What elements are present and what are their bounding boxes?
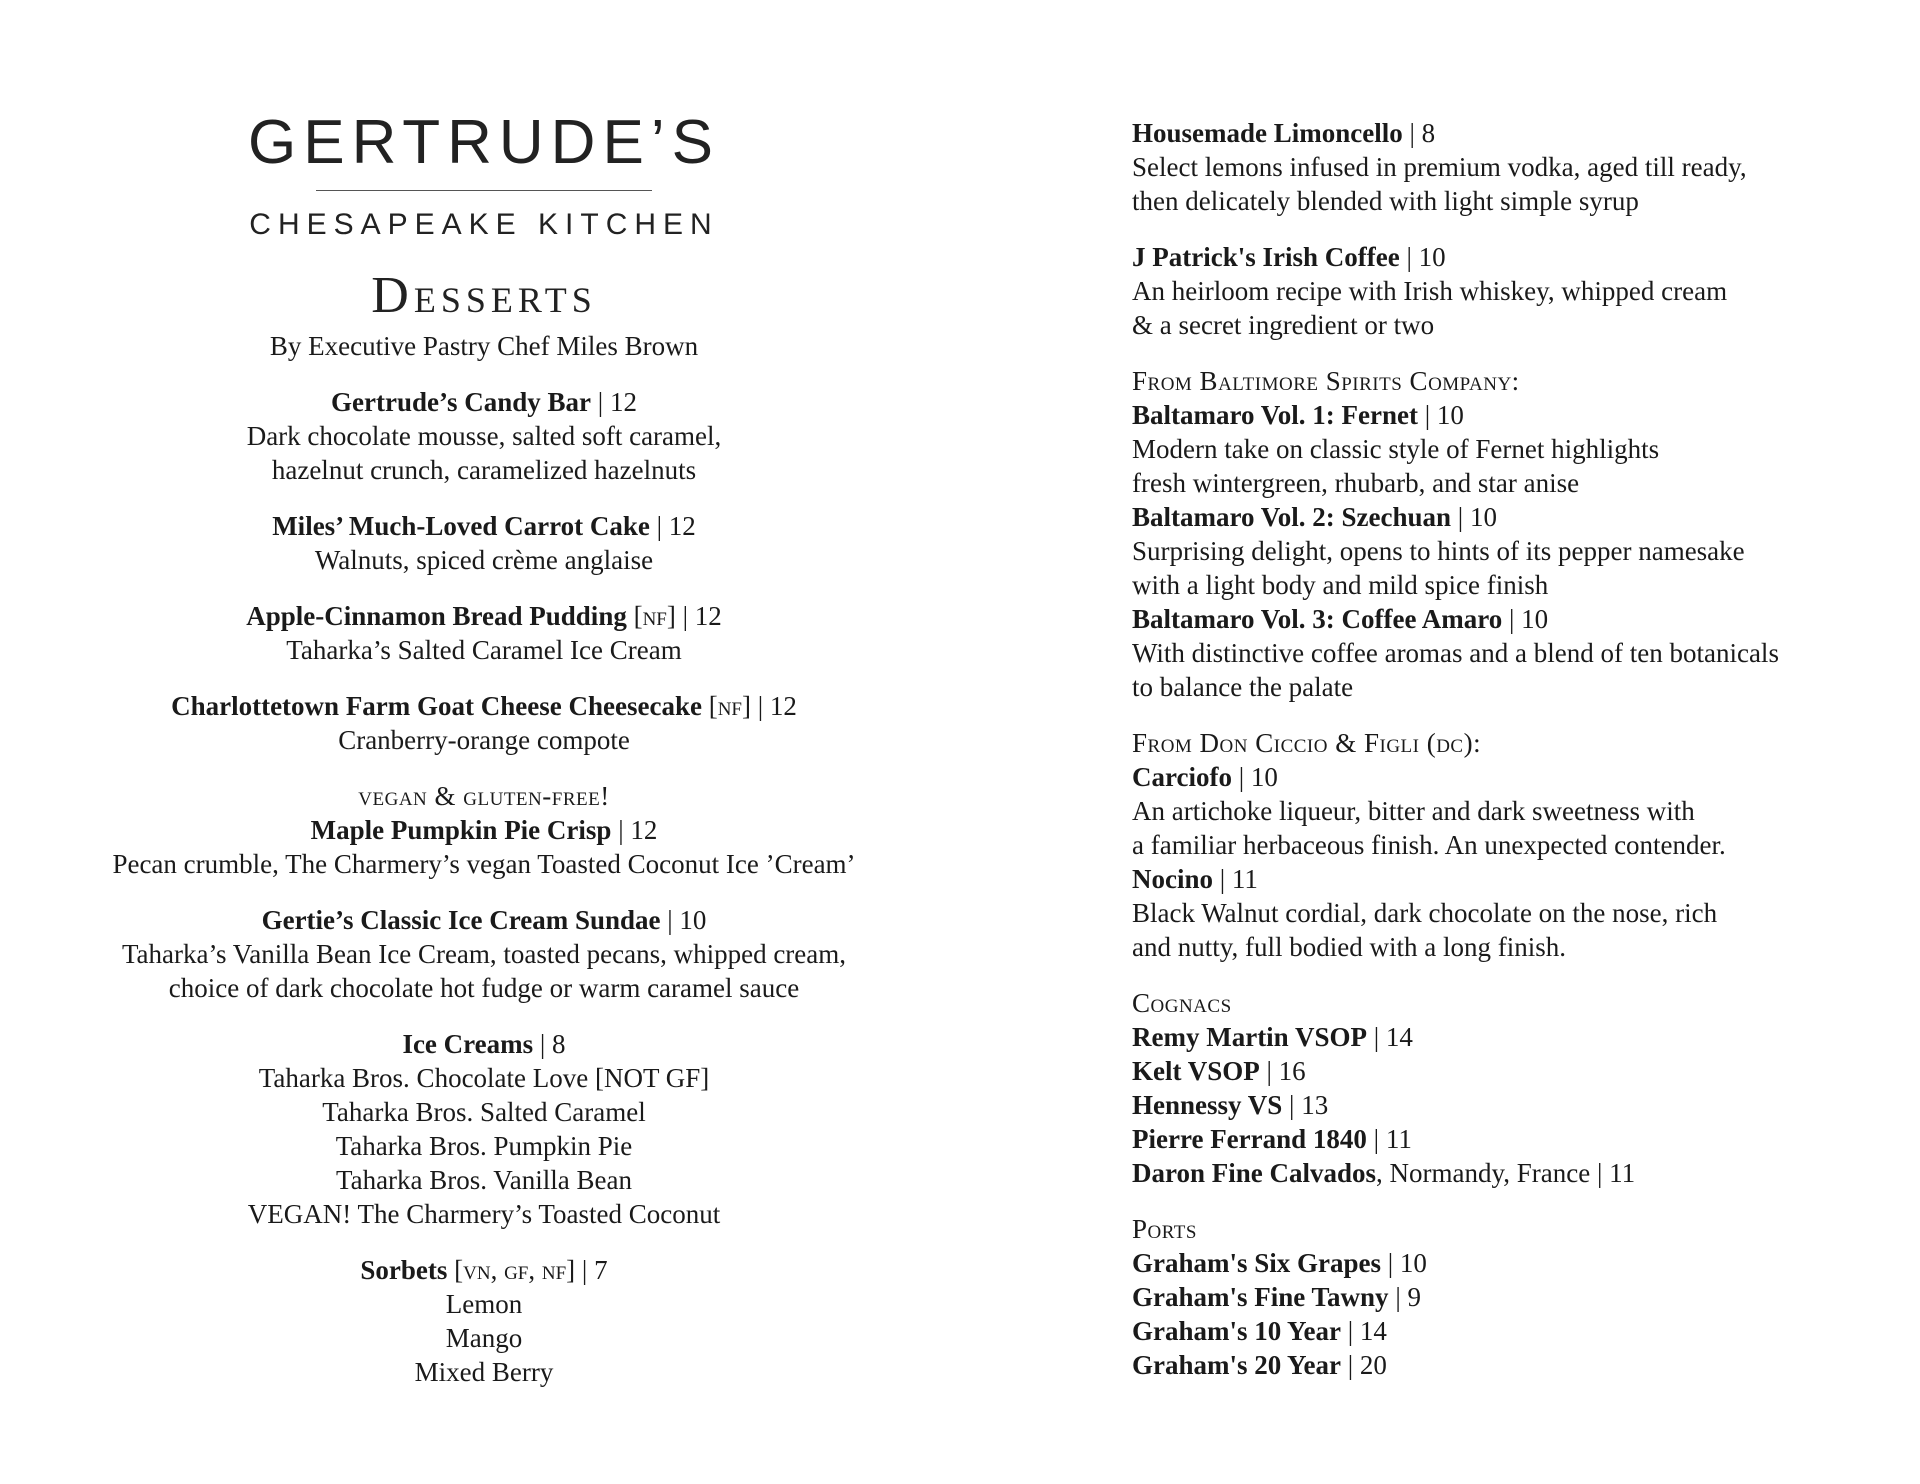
dessert-price: 8 [552,1029,566,1059]
dessert-description: choice of dark chocolate hot fudge or warm caramel sauce [168,973,800,1003]
dessert-heading [60,385,908,419]
drink-line: Remy Martin VSOP | 14 [1132,1022,1413,1052]
drink-price: 11 [1231,864,1258,894]
drink-price: 11 [1609,1158,1636,1188]
drink-heading: Nocino | 11 [1132,864,1258,894]
dessert-description: Mixed Berry [414,1357,554,1387]
drink-description: Black Walnut cordial, dark chocolate on the nose, rich [1132,898,1718,928]
price-separator: | [667,905,673,935]
drink-line: Graham's 20 Year | 20 [1132,1350,1387,1380]
drink-name: Baltamaro Vol. 1: Fernet [1132,400,1418,430]
section-heading: Cognacs [1132,988,1232,1018]
dessert-description: Taharka Bros. Pumpkin Pie [335,1131,633,1161]
drink-description: With distinctive coffee aromas and a blend of ten botanicals [1132,638,1779,668]
dessert-description: Taharka Bros. Vanilla Bean [335,1165,633,1195]
section-heading: Ports [1132,1214,1197,1244]
drink-line: Hennessy VS | 13 [1132,1090,1329,1120]
drink-price: 8 [1421,118,1436,148]
drink-line: Graham's Fine Tawny | 9 [1132,1282,1421,1312]
drink-name: Housemade Limoncello [1132,118,1403,148]
drink-price: 20 [1359,1350,1387,1380]
drink-name: J Patrick's Irish Coffee [1132,242,1400,272]
drink-name: Hennessy VS [1132,1090,1283,1120]
drink-price: 14 [1385,1022,1413,1052]
drink-line: Daron Fine Calvados, Normandy, France | 11 [1132,1158,1636,1188]
drink-line: Kelt VSOP | 16 [1132,1056,1306,1086]
dietary-tag: [vn, gf, nf] [454,1255,576,1285]
cognacs-section [1132,986,1872,1190]
drink-heading: Baltamaro Vol. 1: Fernet | 10 [1132,400,1464,430]
dessert-item [60,1027,908,1231]
dessert-heading [60,509,908,543]
price-separator: | [682,601,689,631]
dessert-description: Mango [445,1323,523,1353]
dessert-name: Maple Pumpkin Pie Crisp [310,815,612,845]
price-separator: | [656,511,663,541]
brand-subtitle: CHESAPEAKE KITCHEN [249,208,719,241]
drink-price: 10 [1250,762,1278,792]
dessert-heading [60,1027,908,1061]
price-separator: | [618,815,624,845]
price-separator: | [539,1029,546,1059]
drink-description: then delicately blended with light simple syrup [1132,186,1639,216]
drink-name: Graham's Six Grapes [1132,1248,1382,1278]
drink-name: Graham's 20 Year [1132,1350,1341,1380]
dessert-name: Ice Creams [402,1029,534,1059]
drink-name: Carciofo [1132,762,1232,792]
dessert-description: Walnuts, spiced crème anglaise [314,545,654,575]
baltimore-spirits-section [1132,364,1872,704]
dessert-description: Taharka Bros. Chocolate Love [NOT GF] [258,1063,710,1093]
drink-description: & a secret ingredient or two [1132,310,1435,340]
drink-price: 16 [1278,1056,1306,1086]
ports-section [1132,1212,1872,1382]
dessert-price: 12 [769,691,797,721]
dietary-note: vegan & gluten-free! [358,781,610,811]
drink-heading: J Patrick's Irish Coffee | 10 [1132,242,1446,272]
dessert-description: Dark chocolate mousse, salted soft caramel, [246,421,722,451]
drink-name: Remy Martin VSOP [1132,1022,1367,1052]
dessert-item [60,385,908,487]
drink-line: Graham's Six Grapes | 10 [1132,1248,1427,1278]
drink-description: with a light body and mild spice finish [1132,570,1549,600]
drinks-column [1132,116,1872,1404]
drink-price: 9 [1407,1282,1421,1312]
don-ciccio-section [1132,726,1872,964]
drink-price: 10 [1399,1248,1427,1278]
drink-heading: Housemade Limoncello | 8 [1132,118,1436,148]
dietary-tag: [nf] [708,691,751,721]
dessert-name: Miles’ Much-Loved Carrot Cake [272,511,650,541]
dessert-heading [60,1253,908,1287]
drink-origin: , Normandy, France [1376,1158,1591,1188]
dessert-description: Cranberry-orange compote [338,725,630,755]
dessert-description: Taharka Bros. Salted Caramel [322,1097,646,1127]
brand-divider [316,190,652,191]
drink-heading: Baltamaro Vol. 3: Coffee Amaro | 10 [1132,604,1549,634]
dessert-description: Lemon [445,1289,523,1319]
dessert-item [60,779,908,881]
dessert-price: 12 [609,387,637,417]
dessert-heading [60,903,908,937]
drink-heading: Baltamaro Vol. 2: Szechuan | 10 [1132,502,1497,532]
dessert-heading [60,689,908,723]
drink-name: Daron Fine Calvados [1132,1158,1377,1188]
drink-name: Kelt VSOP [1132,1056,1260,1086]
drink-price: 13 [1301,1090,1329,1120]
dessert-price: 12 [668,511,696,541]
section-heading: From Baltimore Spirits Company: [1132,366,1520,396]
dessert-name: Sorbets [360,1255,448,1285]
dessert-description: Taharka’s Vanilla Bean Ice Cream, toasted pecans, whipped cream, [121,939,847,969]
dessert-price: 7 [594,1255,608,1285]
dessert-description: VEGAN! The Charmery’s Toasted Coconut [247,1199,721,1229]
menu-byline: By Executive Pastry Chef Miles Brown [269,331,699,361]
drink-price: 10 [1521,604,1549,634]
menu-title: Desserts [371,267,597,324]
dessert-item [60,599,908,667]
drink-description: Modern take on classic style of Fernet highlights [1132,434,1660,464]
dessert-name: Gertrude’s Candy Bar [331,387,592,417]
dessert-description: hazelnut crunch, caramelized hazelnuts [271,455,697,485]
dessert-heading [60,813,908,847]
drink-line: Pierre Ferrand 1840 | 11 [1132,1124,1412,1154]
drink-description: and nutty, full bodied with a long finish. [1132,932,1566,962]
dietary-tag: [nf] [633,601,676,631]
drink-price: 10 [1436,400,1464,430]
dessert-description: Taharka’s Salted Caramel Ice Cream [286,635,682,665]
drink-description: fresh wintergreen, rhubarb, and star anise [1132,468,1580,498]
price-separator: | [597,387,604,417]
dessert-item [60,903,908,1005]
brand-name: GERTRUDE’S [248,108,720,177]
drink-name: Pierre Ferrand 1840 [1132,1124,1367,1154]
drink-description: Surprising delight, opens to hints of its pepper namesake [1132,536,1745,566]
drink-description: An artichoke liqueur, bitter and dark sweetness with [1132,796,1695,826]
dessert-price: 12 [630,815,658,845]
drink-line: Graham's 10 Year | 14 [1132,1316,1387,1346]
section-heading: From Don Ciccio & Figli (dc): [1132,728,1482,758]
drink-heading: Carciofo | 10 [1132,762,1278,792]
drink-price: 14 [1359,1316,1387,1346]
drink-description: An heirloom recipe with Irish whiskey, whipped cream [1132,276,1728,306]
dessert-heading [60,599,908,633]
dessert-item [60,509,908,577]
drink-price: 10 [1469,502,1497,532]
drink-description: Select lemons infused in premium vodka, aged till ready, [1132,152,1747,182]
drink-name: Nocino [1132,864,1213,894]
dessert-price: 12 [694,601,722,631]
drink-item [1132,240,1872,342]
dessert-name: Charlottetown Farm Goat Cheese Cheesecake [171,691,702,721]
drink-price: 10 [1418,242,1446,272]
price-separator: | [581,1255,588,1285]
dessert-name: Apple-Cinnamon Bread Pudding [246,601,627,631]
drink-price: 11 [1385,1124,1412,1154]
desserts-column [60,110,908,1389]
dessert-description: Pecan crumble, The Charmery’s vegan Toasted Coconut Ice ’Cream’ [112,849,856,879]
drink-name: Graham's Fine Tawny [1132,1282,1389,1312]
price-separator: | [757,691,764,721]
drink-description: a familiar herbaceous finish. An unexpected contender. [1132,830,1726,860]
drink-name: Baltamaro Vol. 2: Szechuan [1132,502,1452,532]
drink-name: Graham's 10 Year [1132,1316,1341,1346]
dessert-item [60,1253,908,1389]
drink-item [1132,116,1872,218]
dessert-item [60,689,908,757]
dessert-price: 10 [679,905,707,935]
drink-description: to balance the palate [1132,672,1354,702]
dessert-name: Gertie’s Classic Ice Cream Sundae [261,905,661,935]
drink-name: Baltamaro Vol. 3: Coffee Amaro [1132,604,1503,634]
